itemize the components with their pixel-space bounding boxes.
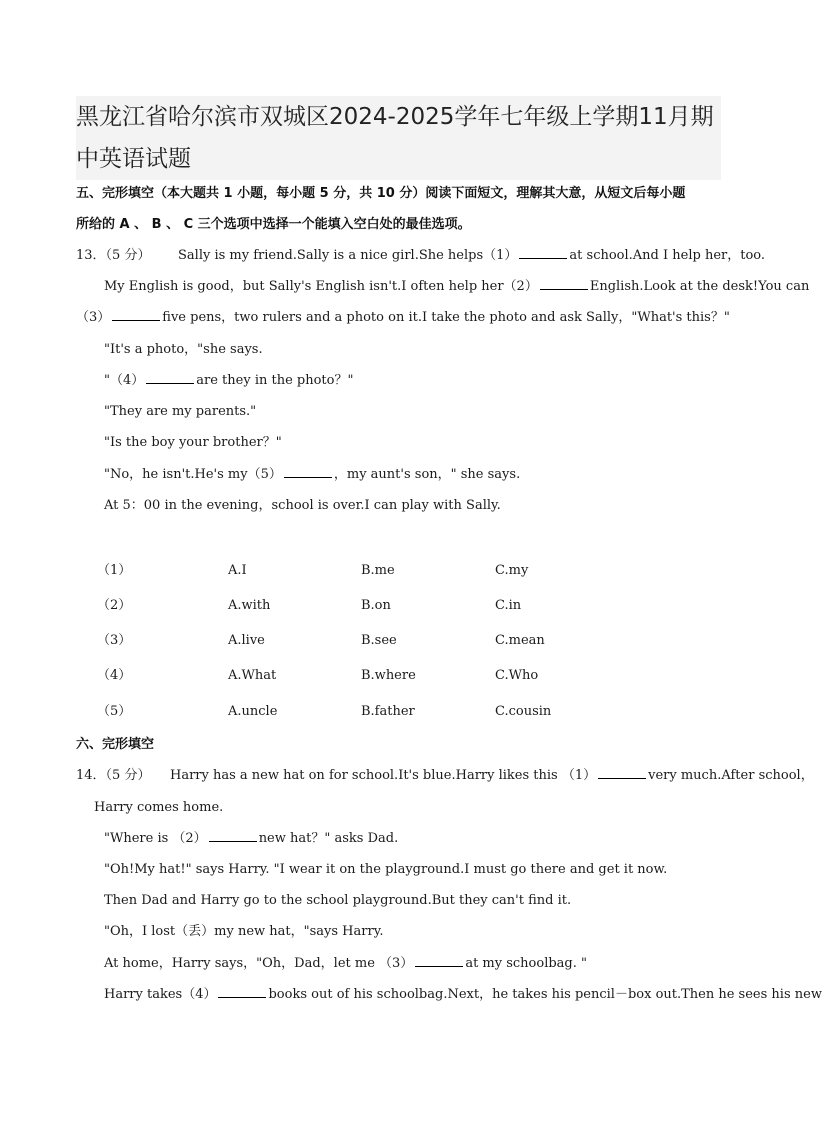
q14-line7-after: books out of his schoolbag.Next，he takes his pencil－box out.Then he sees his new (268, 987, 822, 1002)
q13-passage-line8 (104, 465, 520, 485)
q13-passage-line7: "Is the boy your brother？" (104, 435, 282, 450)
q14-passage-line6 (104, 954, 587, 974)
q13-passage-line1 (178, 246, 765, 266)
document-title: 黑龙江省哈尔滨市双城区2024-2025学年七年级上学期11月期中英语试题 (76, 96, 721, 180)
option-c[interactable]: C.my (495, 563, 529, 578)
option-b[interactable]: B.see (361, 633, 397, 648)
option-number: （3） (97, 633, 132, 648)
blank-1 (519, 246, 567, 259)
q13-passage-line6: "They are my parents." (104, 404, 257, 419)
option-a[interactable]: A.uncle (228, 704, 278, 719)
q14-passage-line1 (170, 766, 814, 786)
q13-passage-line3 (76, 308, 730, 328)
q14-passage-line1-cont: Harry comes home. (94, 800, 224, 815)
section5-heading-line1: 五、完形填空（本大题共 1 小题，每小题 5 分，共 10 分）阅读下面短文，理解其大意，从短文后每小题 (76, 186, 686, 201)
option-b[interactable]: B.where (361, 668, 416, 683)
option-b[interactable]: B.on (361, 598, 391, 613)
q13-passage-line2 (104, 277, 809, 297)
blank-4 (146, 371, 194, 384)
q14-line1-after: very much.After school， (648, 768, 814, 783)
q13-line2-text: My English is good，but Sally's English isn't.I often help her（2） (104, 279, 538, 294)
section6-heading: 六、完形填空 (76, 737, 155, 752)
q14-line6-after: at my schoolbag. " (465, 956, 587, 971)
q13-line8-pre: "No，he isn't.He's my（5） (104, 467, 282, 482)
option-row (0, 561, 794, 581)
option-number: （4） (97, 668, 132, 683)
option-c[interactable]: C.Who (495, 668, 539, 683)
option-a[interactable]: A.with (228, 598, 271, 613)
q14-line6-pre: At home，Harry says，"Oh，Dad，let me （3） (104, 956, 414, 971)
blank-1 (598, 766, 646, 779)
q13-passage-line4: "It's a photo，"she says. (104, 342, 263, 357)
option-b[interactable]: B.father (361, 704, 415, 719)
blank-4 (218, 985, 266, 998)
q13-line1-text: Sally is my friend.Sally is a nice girl.She helps（1） (178, 248, 518, 263)
blank-3 (415, 954, 463, 967)
option-c[interactable]: C.mean (495, 633, 545, 648)
option-row (0, 666, 794, 686)
q14-number: 14．（5 分） (76, 768, 151, 783)
option-b[interactable]: B.me (361, 563, 395, 578)
q14-line2-after: new hat？" asks Dad. (258, 831, 399, 846)
q14-line7-pre: Harry takes（4） (104, 987, 217, 1002)
option-number: （2） (97, 598, 132, 613)
blank-2 (540, 277, 588, 290)
blank-5 (284, 465, 332, 478)
q13-line8-after: ，my aunt's son，" she says. (333, 467, 521, 482)
option-number: （5） (97, 704, 132, 719)
q14-passage-line3: "Oh!My hat!" says Harry. "I wear it on the playground.I must go there and get it now. (104, 862, 668, 877)
option-a[interactable]: A.I (228, 563, 247, 578)
q13-line5-after: are they in the photo？" (196, 373, 354, 388)
option-c[interactable]: C.in (495, 598, 522, 613)
q13-passage-line9: At 5：00 in the evening，school is over.I can play with Sally. (104, 498, 501, 513)
q14-passage-line7 (104, 985, 822, 1005)
q13-number: 13．（5 分） (76, 248, 151, 263)
section5-heading-line2: 所给的 A 、 B 、 C 三个选项中选择一个能填入空白处的最佳选项。 (76, 217, 471, 232)
option-a[interactable]: A.live (228, 633, 265, 648)
blank-3 (112, 308, 160, 321)
option-number: （1） (97, 563, 132, 578)
q13-line3-after: five pens，two rulers and a photo on it.I take the photo and ask Sally，"What's this？" (162, 310, 730, 325)
option-a[interactable]: A.What (228, 668, 277, 683)
option-row (0, 596, 794, 616)
q13-line2-after: English.Look at the desk!You can (589, 279, 810, 294)
q14-passage-line5: "Oh，I lost（丢）my new hat，"says Harry. (104, 924, 384, 939)
q14-passage-line2 (104, 829, 398, 849)
blank-2 (209, 829, 257, 842)
q13-line1-after: at school.And I help her，too. (569, 248, 766, 263)
q14-passage-line4: Then Dad and Harry go to the school playground.But they can't find it. (104, 893, 572, 908)
q13-passage-line5 (104, 371, 353, 391)
q14-line1-text: Harry has a new hat on for school.It's blue.Harry likes this （1） (170, 768, 597, 783)
q14-line2-pre: "Where is （2） (104, 831, 207, 846)
q13-line3-pre: （3） (76, 310, 111, 325)
option-row (0, 631, 794, 651)
option-c[interactable]: C.cousin (495, 704, 552, 719)
q13-line5-pre: "（4） (104, 373, 145, 388)
option-row (0, 702, 794, 722)
